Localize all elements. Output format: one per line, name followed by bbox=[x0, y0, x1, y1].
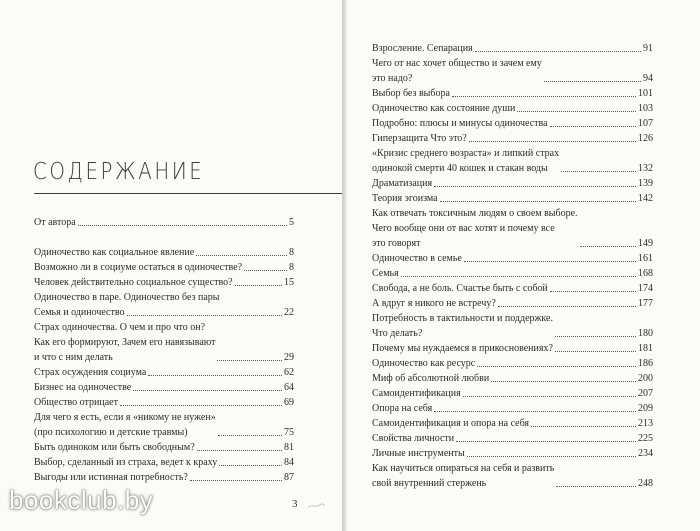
dot-leader bbox=[491, 381, 636, 382]
dot-leader bbox=[580, 246, 636, 247]
toc-entry-page: 81 bbox=[284, 442, 294, 453]
dot-leader bbox=[127, 315, 283, 316]
toc-entry bbox=[34, 305, 294, 320]
dot-leader bbox=[561, 171, 636, 172]
toc-entry bbox=[34, 260, 294, 275]
toc-entry bbox=[372, 86, 653, 101]
toc-entry-title: Страх одиночества. О чем и про что он? bbox=[34, 322, 206, 333]
toc-entry-page: 142 bbox=[638, 193, 653, 204]
dot-leader bbox=[219, 465, 282, 466]
toc-entry-page: 186 bbox=[638, 358, 653, 369]
toc-entry-page: 8 bbox=[289, 247, 294, 258]
toc-entry-title: Опора на себя bbox=[372, 403, 433, 414]
toc-entry bbox=[34, 455, 294, 470]
dot-leader bbox=[555, 336, 636, 337]
toc-entry-page: 181 bbox=[638, 343, 653, 354]
dot-leader bbox=[401, 276, 636, 277]
dot-leader bbox=[120, 405, 282, 406]
watermark: bookclub.by bbox=[9, 485, 154, 515]
toc-entry bbox=[34, 365, 294, 380]
dot-leader bbox=[148, 375, 282, 376]
toc-entry-page: 64 bbox=[284, 382, 294, 393]
toc-entry-title: Почему мы нуждаемся в прикосновениях? bbox=[372, 343, 553, 354]
dot-leader bbox=[555, 351, 636, 352]
toc-entry-title: Свойства личности bbox=[372, 433, 455, 444]
toc-entry bbox=[34, 320, 294, 335]
dot-leader bbox=[556, 486, 636, 487]
toc-entry bbox=[34, 470, 294, 485]
ornament-icon bbox=[307, 503, 325, 509]
dot-leader bbox=[217, 360, 282, 361]
toc-entry-page: 209 bbox=[638, 403, 653, 414]
toc-entry-title: Для чего я есть, если я «никому не нужен» (про психологию и детские травмы) bbox=[34, 412, 216, 438]
toc-entry bbox=[372, 431, 653, 446]
toc-entry-title: Взросление. Сепарация bbox=[372, 43, 473, 54]
toc-entry bbox=[372, 281, 653, 296]
toc-entry bbox=[372, 266, 653, 281]
dot-leader bbox=[133, 390, 282, 391]
dot-leader bbox=[531, 426, 636, 427]
toc-entry bbox=[372, 191, 653, 206]
toc-entry-page: 180 bbox=[638, 328, 653, 339]
dot-leader bbox=[464, 261, 636, 262]
dot-leader bbox=[197, 450, 282, 451]
toc-entry-title: Одиночество в семье bbox=[372, 253, 462, 264]
dot-leader bbox=[477, 366, 636, 367]
heading-rule bbox=[34, 193, 342, 194]
toc-entry bbox=[372, 296, 653, 311]
toc-entry-title: Миф об абсолютной любви bbox=[372, 373, 490, 384]
toc-entry-page: 200 bbox=[638, 373, 653, 384]
toc-entry-title: Быть одиноком или быть свободным? bbox=[34, 442, 195, 453]
toc-entry-title: Человек действительно социальное существо? bbox=[34, 277, 233, 288]
dot-leader bbox=[467, 456, 636, 457]
toc-entry-title: Выбор без выбора bbox=[372, 88, 450, 99]
toc-entry-page: 15 bbox=[284, 277, 294, 288]
dot-leader bbox=[452, 96, 636, 97]
toc-entry bbox=[34, 275, 294, 290]
toc-entry-title: Общество отрицает bbox=[34, 397, 118, 408]
toc-entry bbox=[34, 410, 294, 440]
toc-entry bbox=[372, 56, 653, 86]
toc-entry-page: 75 bbox=[284, 427, 294, 438]
toc-entry-page: 177 bbox=[638, 298, 653, 309]
toc-entry-page: 126 bbox=[638, 133, 653, 144]
toc-entry-title: Страх осуждения социума bbox=[34, 367, 147, 378]
toc-entry-title: Теория эгоизма bbox=[372, 193, 438, 204]
toc-entry-page: 69 bbox=[284, 397, 294, 408]
toc-entry-title: А вдруг я никого не встречу? bbox=[372, 298, 496, 309]
dot-leader bbox=[456, 441, 636, 442]
toc-entry-title: Одиночество как состояние души bbox=[372, 103, 516, 114]
toc-entry bbox=[372, 251, 653, 266]
dot-leader bbox=[434, 411, 636, 412]
toc-entry bbox=[372, 131, 653, 146]
toc-entry-title: Одиночество как социальное явление bbox=[34, 247, 195, 258]
toc-entry-page: 22 bbox=[284, 307, 294, 318]
toc-entry-title: Свобода, а не боль. Счастье быть с собой bbox=[372, 283, 548, 294]
toc-entry bbox=[34, 380, 294, 395]
toc-entry-title: Личные инструменты bbox=[372, 448, 465, 459]
toc-entry-title: Чего от нас хочет общество и зачем ему это надо? bbox=[372, 58, 542, 84]
toc-entry-title: Гиперзащита Что это? bbox=[372, 133, 467, 144]
toc-entry-page: 5 bbox=[289, 217, 294, 228]
toc-entry bbox=[34, 395, 294, 410]
toc-entry bbox=[372, 311, 653, 341]
dot-leader bbox=[244, 270, 287, 271]
toc-entry bbox=[372, 401, 653, 416]
toc-entry-page: 103 bbox=[638, 103, 653, 114]
toc-entry-page: 149 bbox=[638, 238, 653, 249]
dot-leader bbox=[544, 81, 641, 82]
toc-entry bbox=[372, 341, 653, 356]
dot-leader bbox=[517, 111, 636, 112]
toc-entry-title: Выбор, сделанный из страха, ведет к краху bbox=[34, 457, 218, 468]
toc-entry bbox=[372, 416, 653, 431]
toc-entry-page: 213 bbox=[638, 418, 653, 429]
page-number: 3 bbox=[292, 498, 298, 510]
toc-entry-title: Возможно ли в социуме остаться в одиночестве? bbox=[34, 262, 243, 273]
toc-entry bbox=[372, 176, 653, 191]
dot-leader bbox=[463, 396, 636, 397]
toc-entry-title: Одиночество как ресурс bbox=[372, 358, 476, 369]
toc-entry-page: 29 bbox=[284, 352, 294, 363]
toc-entry-page: 84 bbox=[284, 457, 294, 468]
dot-leader bbox=[475, 51, 641, 52]
toc-entry-title: Как отвечать токсичным людям о своем выборе. Чего вообще они от вас хотят и почему все это говорят bbox=[372, 208, 578, 249]
toc-entry-page: 234 bbox=[638, 448, 653, 459]
toc-entry-page: 62 bbox=[284, 367, 294, 378]
toc-entry-page: 161 bbox=[638, 253, 653, 264]
toc-entry-title: Бизнес на одиночестве bbox=[34, 382, 132, 393]
toc-entry-page: 101 bbox=[638, 88, 653, 99]
toc-entry-page: 94 bbox=[643, 73, 653, 84]
toc-entry-page: 174 bbox=[638, 283, 653, 294]
contents-heading: СОДЕРЖАНИЕ bbox=[33, 159, 205, 185]
toc-entry-title: Подробно: плюсы и минусы одиночества bbox=[372, 118, 548, 129]
toc-entry-title: Одиночество в паре. Одиночество без пары bbox=[34, 292, 220, 303]
toc-entry-title: Выгоды или истинная потребность? bbox=[34, 472, 188, 483]
toc-entry bbox=[372, 116, 653, 131]
toc-entry-page: 139 bbox=[638, 178, 653, 189]
toc-entry bbox=[372, 206, 653, 251]
toc-entry-title: Как научиться опираться на себя и развить свой внутренний стержень bbox=[372, 463, 555, 489]
dot-leader bbox=[78, 225, 287, 226]
toc-entry-page: 91 bbox=[643, 43, 653, 54]
toc-entry bbox=[372, 41, 653, 56]
toc-entry-title: Семья bbox=[372, 268, 399, 279]
toc-entry bbox=[372, 146, 653, 176]
dot-leader bbox=[550, 126, 636, 127]
dot-leader bbox=[434, 186, 636, 187]
toc-entry-page: 207 bbox=[638, 388, 653, 399]
toc-entry-title: Потребность в тактильности и поддержке. Что делать? bbox=[372, 313, 553, 339]
toc-entry-title: От автора bbox=[34, 217, 76, 228]
toc-entry-title: «Кризис среднего возраста» и липкий страх одинокой смерти 40 кошек и стакан воды bbox=[372, 148, 560, 174]
dot-leader bbox=[190, 480, 282, 481]
dot-leader bbox=[235, 285, 282, 286]
toc-entry bbox=[372, 356, 653, 371]
toc-entry bbox=[372, 386, 653, 401]
toc-entry bbox=[34, 290, 294, 305]
dot-leader bbox=[469, 141, 636, 142]
toc-entry bbox=[34, 335, 294, 365]
toc-entry bbox=[34, 215, 294, 230]
toc-entry-page: 107 bbox=[638, 118, 653, 129]
toc-entry-page: 168 bbox=[638, 268, 653, 279]
toc-entry-page: 132 bbox=[638, 163, 653, 174]
toc-entry bbox=[34, 245, 294, 260]
dot-leader bbox=[550, 291, 636, 292]
dot-leader bbox=[498, 306, 636, 307]
toc-entry-title: Самоидентификация и опора на себя bbox=[372, 418, 530, 429]
toc-entry bbox=[34, 440, 294, 455]
toc-entry-page: 87 bbox=[284, 472, 294, 483]
toc-entry-page: 248 bbox=[638, 478, 653, 489]
toc-entry bbox=[372, 446, 653, 461]
toc-entry-title: Семья и одиночество bbox=[34, 307, 125, 318]
toc-entry-title: Самоидентификация bbox=[372, 388, 461, 399]
dot-leader bbox=[440, 201, 636, 202]
toc-entry-title: Как его формируют, Зачем его навязывают и что с ним делать bbox=[34, 337, 216, 363]
toc-entry-page: 8 bbox=[289, 262, 294, 273]
dot-leader bbox=[196, 255, 287, 256]
dot-leader bbox=[218, 435, 282, 436]
toc-entry bbox=[372, 101, 653, 116]
toc-entry-page: 225 bbox=[638, 433, 653, 444]
toc-entry bbox=[372, 461, 653, 491]
toc-entry-title: Драматизация bbox=[372, 178, 433, 189]
toc-entry bbox=[372, 371, 653, 386]
